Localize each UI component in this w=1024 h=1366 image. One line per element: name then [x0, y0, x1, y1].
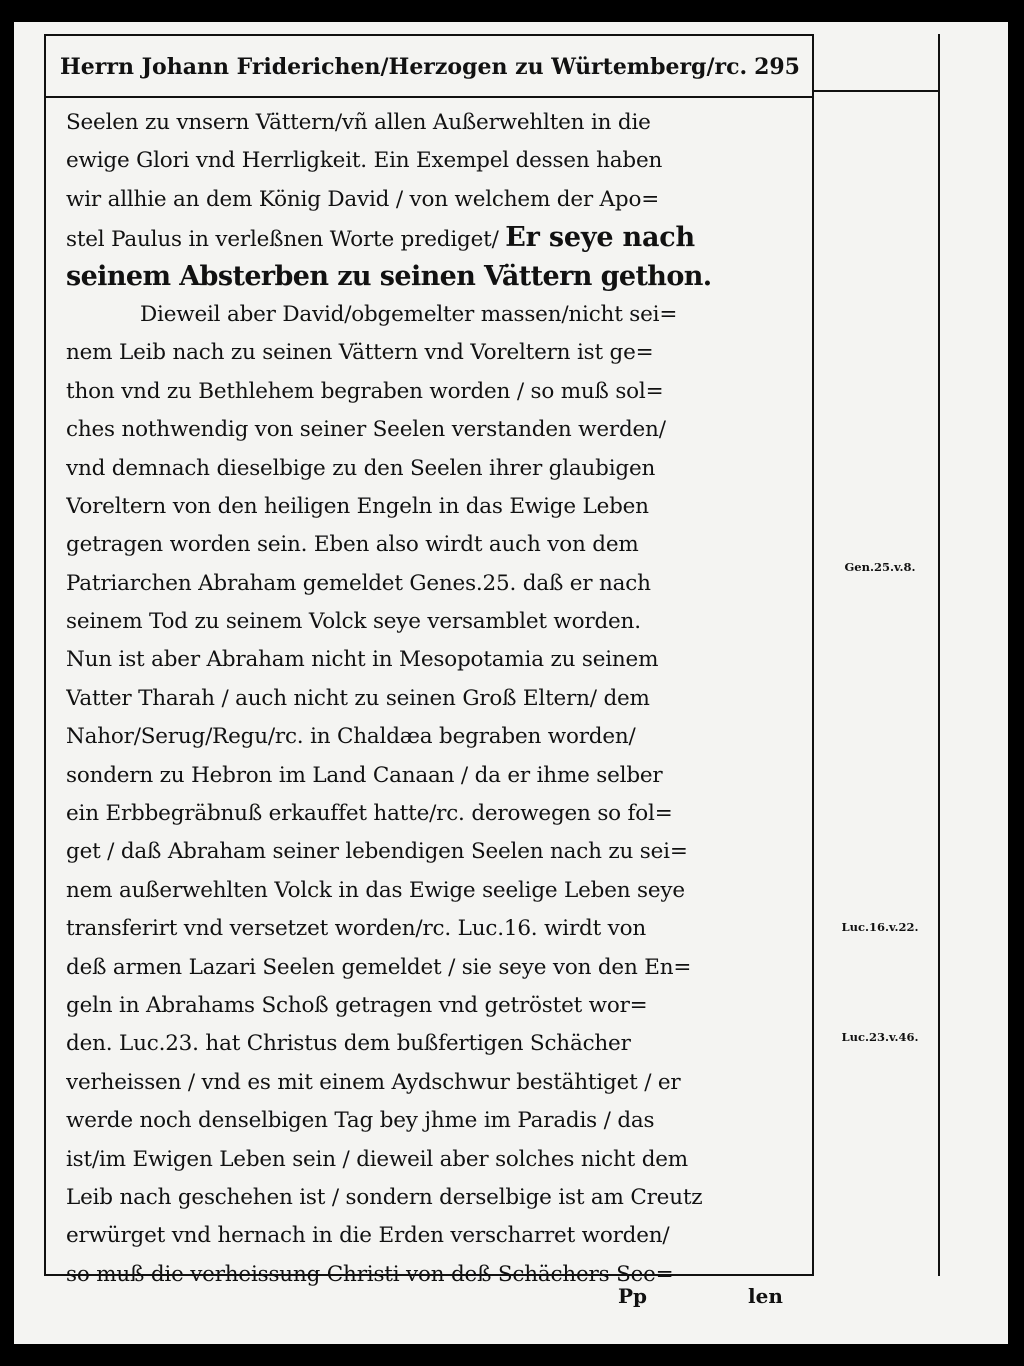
page-number: 295 [754, 54, 800, 80]
text-line: vnd demnach dieselbige zu den Seelen ihrer glaubigen [66, 455, 656, 481]
margin-note-luc23: Luc.23.v.46. [841, 1030, 919, 1044]
text-line: Vatter Tharah / auch nicht zu seinen Groß Eltern/ dem [66, 685, 650, 711]
text-line: erwürget vnd hernach in die Erden verscharret worden/ [66, 1223, 670, 1249]
text-line: sondern zu Hebron im Land Canaan / da er ihme selber [66, 762, 663, 788]
text-line: Nahor/Serug/Regu/rc. in Chaldæa begraben worden/ [66, 724, 636, 750]
text-line: transferirt vnd versetzet worden/rc. Luc.16. wirdt von [66, 916, 647, 942]
text-line: Seelen zu vnsern Vättern/vñ allen Außerwehlten in die [66, 110, 651, 135]
text-line: nem außerwehlten Volck in das Ewige seelige Leben seye [66, 877, 685, 903]
text-line: Voreltern von den heiligen Engeln in das Ewige Leben [66, 493, 649, 519]
text-line: geln in Abrahams Schoß getragen vnd getröstet wor= [66, 992, 648, 1018]
text-line: ein Erbbegräbnuß erkauffet hatte/rc. derowegen so fol= [66, 801, 673, 827]
text-line-with-emphasis [66, 219, 806, 257]
margin-rule [812, 90, 940, 92]
running-title: Herrn Johann Friderichen/Herzogen zu Würtemberg/rc. [60, 54, 748, 80]
running-header [60, 50, 800, 84]
text-line: get / daß Abraham seiner lebendigen Seelen nach zu sei= [66, 839, 688, 865]
margin-note-gen: Gen.25.v.8. [844, 560, 916, 574]
text-line: den. Luc.23. hat Christus dem bußfertigen Schächer [66, 1031, 631, 1057]
text-line: wir allhie an dem König David / von welchem der Apo= [66, 186, 660, 212]
text-line: thon vnd zu Bethlehem begraben worden / so muß sol= [66, 378, 664, 404]
margin-column [812, 34, 940, 1276]
text-line: deß armen Lazari Seelen gemeldet / sie seye von den En= [66, 954, 692, 980]
signature-mark: Pp [618, 1284, 648, 1308]
text-line: Leib nach geschehen ist / sondern derselbige ist am Creutz [66, 1184, 703, 1210]
text-line: seinem Tod zu seinem Volck seye versamblet worden. [66, 609, 641, 635]
text-line: getragen worden sein. Eben also wirdt auch von dem [66, 532, 639, 558]
text-line: Nun ist aber Abraham nicht in Mesopotamia zu seinem [66, 647, 659, 673]
text-segment: stel Paulus in verleßnen Worte prediget/ [66, 227, 499, 253]
text-line: ewige Glori vnd Herrligkeit. Ein Exempel dessen haben [66, 148, 663, 174]
emphasis-text: Er seye nach [505, 222, 695, 254]
text-line: nem Leib nach zu seinen Vättern vnd Voreltern ist ge= [66, 340, 654, 366]
catchword: len [748, 1284, 783, 1308]
text-line: ches nothwendig von seiner Seelen verstanden werden/ [66, 417, 666, 443]
text-line: werde noch denselbigen Tag bey jhme im Paradis / das [66, 1108, 655, 1134]
margin-note-luc16: Luc.16.v.22. [841, 920, 919, 934]
header-rule [44, 96, 814, 98]
text-line: so muß die verheissung Christi von deß Schächers See= [66, 1261, 674, 1287]
text-line: ist/im Ewigen Leben sein / dieweil aber solches nicht dem [66, 1146, 688, 1172]
paragraph-start: Dieweil aber David/obgemelter massen/nicht sei= [140, 301, 678, 327]
body-text [66, 104, 806, 1294]
emphasis-line: seinem Absterben zu seinen Vättern gethon. [66, 260, 712, 292]
text-line: Patriarchen Abraham gemeldet Genes.25. daß er nach [66, 570, 651, 596]
text-line: verheissen / vnd es mit einem Aydschwur bestähtiget / er [66, 1069, 681, 1095]
